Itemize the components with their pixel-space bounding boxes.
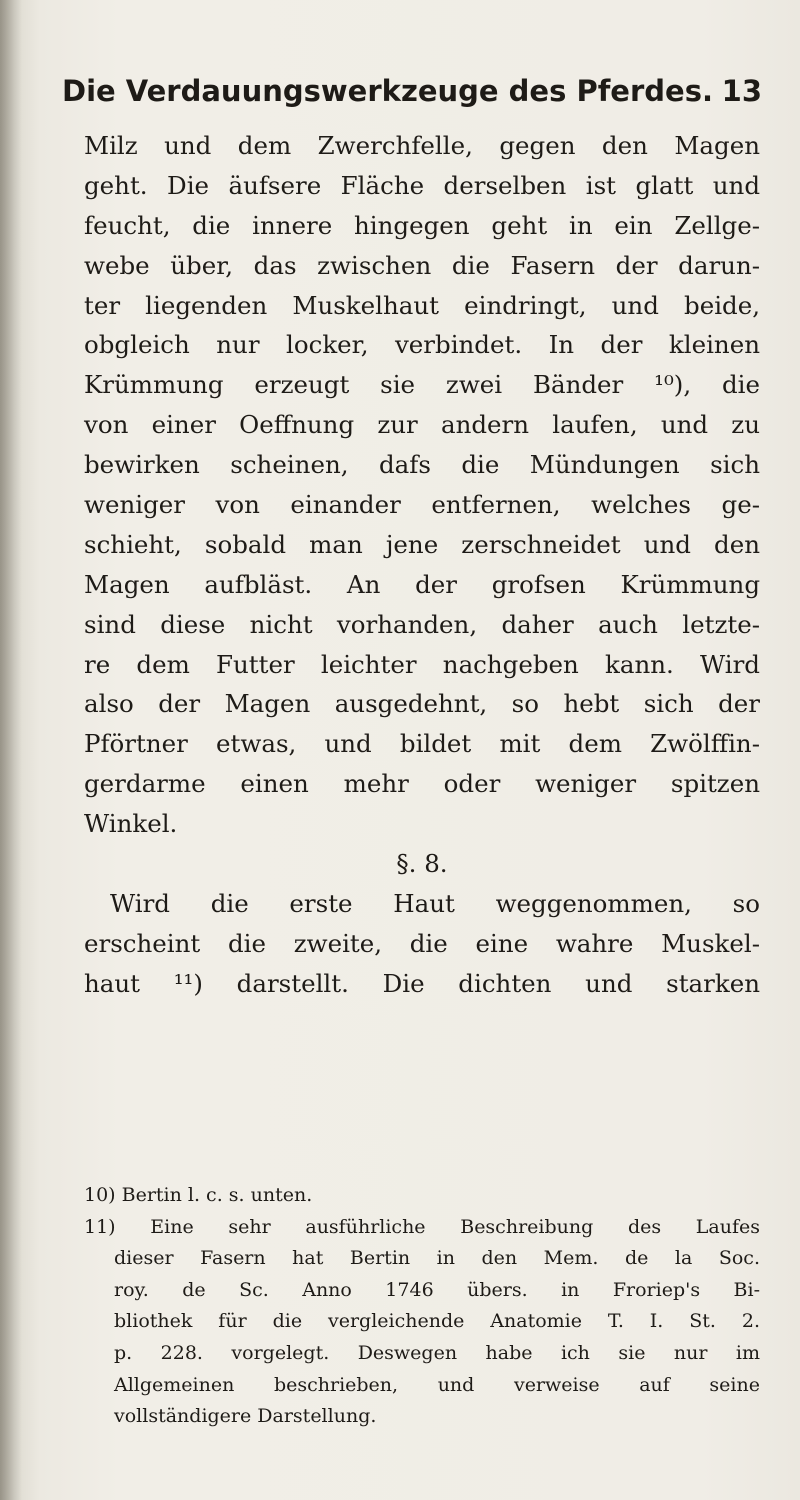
text-line: webe über, das zwischen die Fasern der darun-: [84, 250, 760, 280]
text-line: feucht, die innere hingegen geht in ein Zellge-: [84, 210, 760, 240]
running-title: Die Verdauungswerkzeuge des Pferdes.: [62, 74, 713, 108]
text-line: haut ¹¹) darstellt. Die dichten und starken: [84, 968, 760, 998]
text-line: Pförtner etwas, und bildet mit dem Zwölffin-: [84, 729, 760, 759]
text-line: erscheint die zweite, die eine wahre Muskel-: [84, 928, 760, 958]
footnote-line: Allgemeinen beschrieben, und verweise auf seine: [114, 1373, 760, 1396]
text-line: Magen aufbläst. An der grofsen Krümmung: [84, 569, 760, 599]
footnote-line: p. 228. vorgelegt. Deswegen habe ich sie nur im: [114, 1341, 760, 1364]
text-line: Wird die erste Haut weggenommen, so: [110, 888, 760, 918]
section-heading: §. 8.: [396, 849, 448, 879]
page-header: [62, 74, 762, 114]
text-line: Milz und dem Zwerchfelle, gegen den Magen: [84, 131, 760, 160]
footnote-line: 10) Bertin l. c. s. unten.: [84, 1184, 313, 1206]
body-text: [84, 126, 760, 1004]
footnote-line: vollständigere Darstellung.: [114, 1405, 377, 1428]
text-line: also der Magen ausgedehnt, so hebt sich der: [84, 689, 760, 719]
text-line: sind diese nicht vorhanden, daher auch letzte-: [84, 609, 760, 639]
text-line: von einer Oeffnung zur andern laufen, und zu: [84, 410, 760, 440]
text-line: Krümmung erzeugt sie zwei Bänder ¹⁰), die: [84, 370, 760, 400]
text-line: re dem Futter leichter nachgeben kann. Wird: [84, 649, 760, 679]
text-line: schieht, sobald man jene zerschneidet und den: [84, 529, 760, 559]
text-line: ter liegenden Muskelhaut eindringt, und beide,: [84, 290, 760, 320]
footnotes: [84, 1180, 760, 1433]
footnote-line: roy. de Sc. Anno 1746 übers. in Froriep's Bi-: [114, 1278, 760, 1301]
text-line: weniger von einander entfernen, welches ge-: [84, 490, 760, 520]
page-number: 13: [721, 74, 762, 108]
text-line: geht. Die äufsere Fläche derselben ist glatt und: [84, 170, 760, 200]
footnote-line: 11) Eine sehr ausführliche Beschreibung des Laufes: [84, 1215, 760, 1238]
binding-shadow: [0, 0, 22, 1500]
text-line: obgleich nur locker, verbindet. In der kleinen: [84, 330, 760, 360]
text-line: gerdarme einen mehr oder weniger spitzen: [84, 769, 760, 799]
footnote-line: bliothek für die vergleichende Anatomie T. I. St. 2.: [114, 1310, 760, 1333]
footnote-line: dieser Fasern hat Bertin in den Mem. de la Soc.: [114, 1247, 760, 1270]
text-line: Winkel.: [84, 809, 178, 839]
text-line: bewirken scheinen, dafs die Mündungen sich: [84, 450, 760, 480]
